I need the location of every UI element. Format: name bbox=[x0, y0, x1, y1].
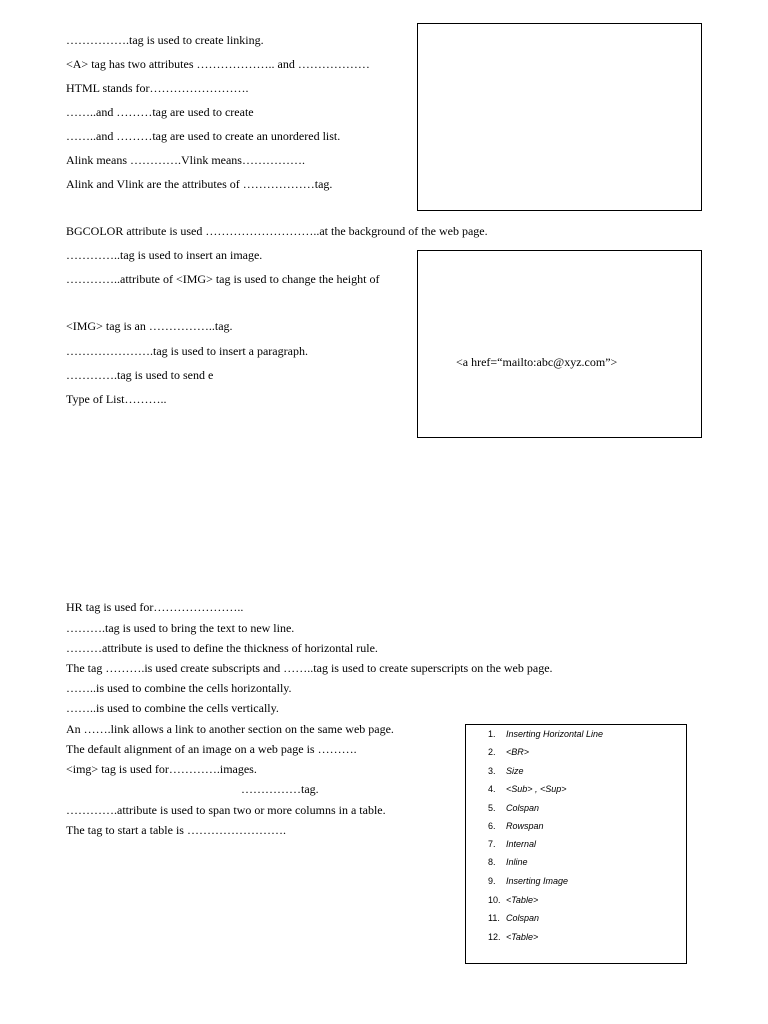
answer-item: 6. Rowspan bbox=[488, 821, 544, 831]
question-line: <IMG> tag is an ……………..tag. bbox=[66, 319, 233, 333]
question-line: ……..and ………tag are used to create bbox=[66, 105, 254, 119]
question-line: BGCOLOR attribute is used ………………………..at the background of the web page. bbox=[66, 224, 488, 238]
question-line: The default alignment of an image on a web page is ………. bbox=[66, 742, 357, 756]
question-line: ……..is used to combine the cells vertically. bbox=[66, 701, 279, 715]
question-line: ……..and ………tag are used to create an unordered list. bbox=[66, 129, 341, 143]
question-line: ……….tag is used to bring the text to new line. bbox=[66, 621, 295, 635]
answer-item: 3. Size bbox=[488, 766, 524, 776]
question-line: ………………….tag is used to insert a paragraph. bbox=[66, 344, 308, 358]
answer-item: 12. <Table> bbox=[488, 932, 539, 942]
answer-item: 2. <BR> bbox=[488, 747, 530, 757]
question-line: ……..is used to combine the cells horizontally. bbox=[66, 681, 292, 695]
answer-item: 7. Internal bbox=[488, 839, 537, 849]
answer-item: 10. <Table> bbox=[488, 895, 539, 905]
question-line: ………attribute is used to define the thickness of horizontal rule. bbox=[66, 641, 378, 655]
question-line: ………….attribute is used to span two or more columns in a table. bbox=[66, 803, 386, 817]
question-line: Alink means ………….Vlink means……………. bbox=[66, 153, 305, 167]
answer-item: 1. Inserting Horizontal Line bbox=[488, 729, 604, 739]
question-line: Alink and Vlink are the attributes of ………………tag. bbox=[66, 177, 333, 191]
empty-answer-box bbox=[417, 23, 702, 211]
question-line: HR tag is used for………………….. bbox=[66, 600, 244, 614]
question-line: The tag ……….is used create subscripts and ……..tag is used to create superscripts on the web page. bbox=[66, 661, 553, 675]
question-line: …………….tag is used to create linking. bbox=[66, 33, 264, 47]
answer-item: 5. Colspan bbox=[488, 803, 540, 813]
question-line: HTML stands for……………………. bbox=[66, 81, 249, 95]
answer-item: 11. Colspan bbox=[488, 913, 540, 923]
question-line: An …….link allows a link to another section on the same web page. bbox=[66, 722, 394, 736]
answer-key-box bbox=[465, 724, 687, 964]
question-line: The tag to start a table is ……………………. bbox=[66, 823, 286, 837]
answer-item: 9. Inserting Image bbox=[488, 876, 569, 886]
mailto-box bbox=[417, 250, 702, 438]
question-line: <img> tag is used for………….images. bbox=[66, 762, 257, 776]
question-line: <A> tag has two attributes ……………….. and ……………… bbox=[66, 57, 370, 71]
answer-item: 8. Inline bbox=[488, 857, 528, 867]
question-line: …………..tag is used to insert an image. bbox=[66, 248, 263, 262]
answer-item: 4. <Sub> , <Sup> bbox=[488, 784, 567, 794]
question-line: …………..attribute of <IMG> tag is used to change the height of bbox=[66, 272, 380, 286]
mailto-code: <a href=“mailto:abc@xyz.com”> bbox=[456, 355, 618, 369]
question-line: Type of List……….. bbox=[66, 392, 167, 406]
question-line: ………….tag is used to send e bbox=[66, 368, 214, 382]
question-line: ……………tag. bbox=[241, 782, 319, 796]
